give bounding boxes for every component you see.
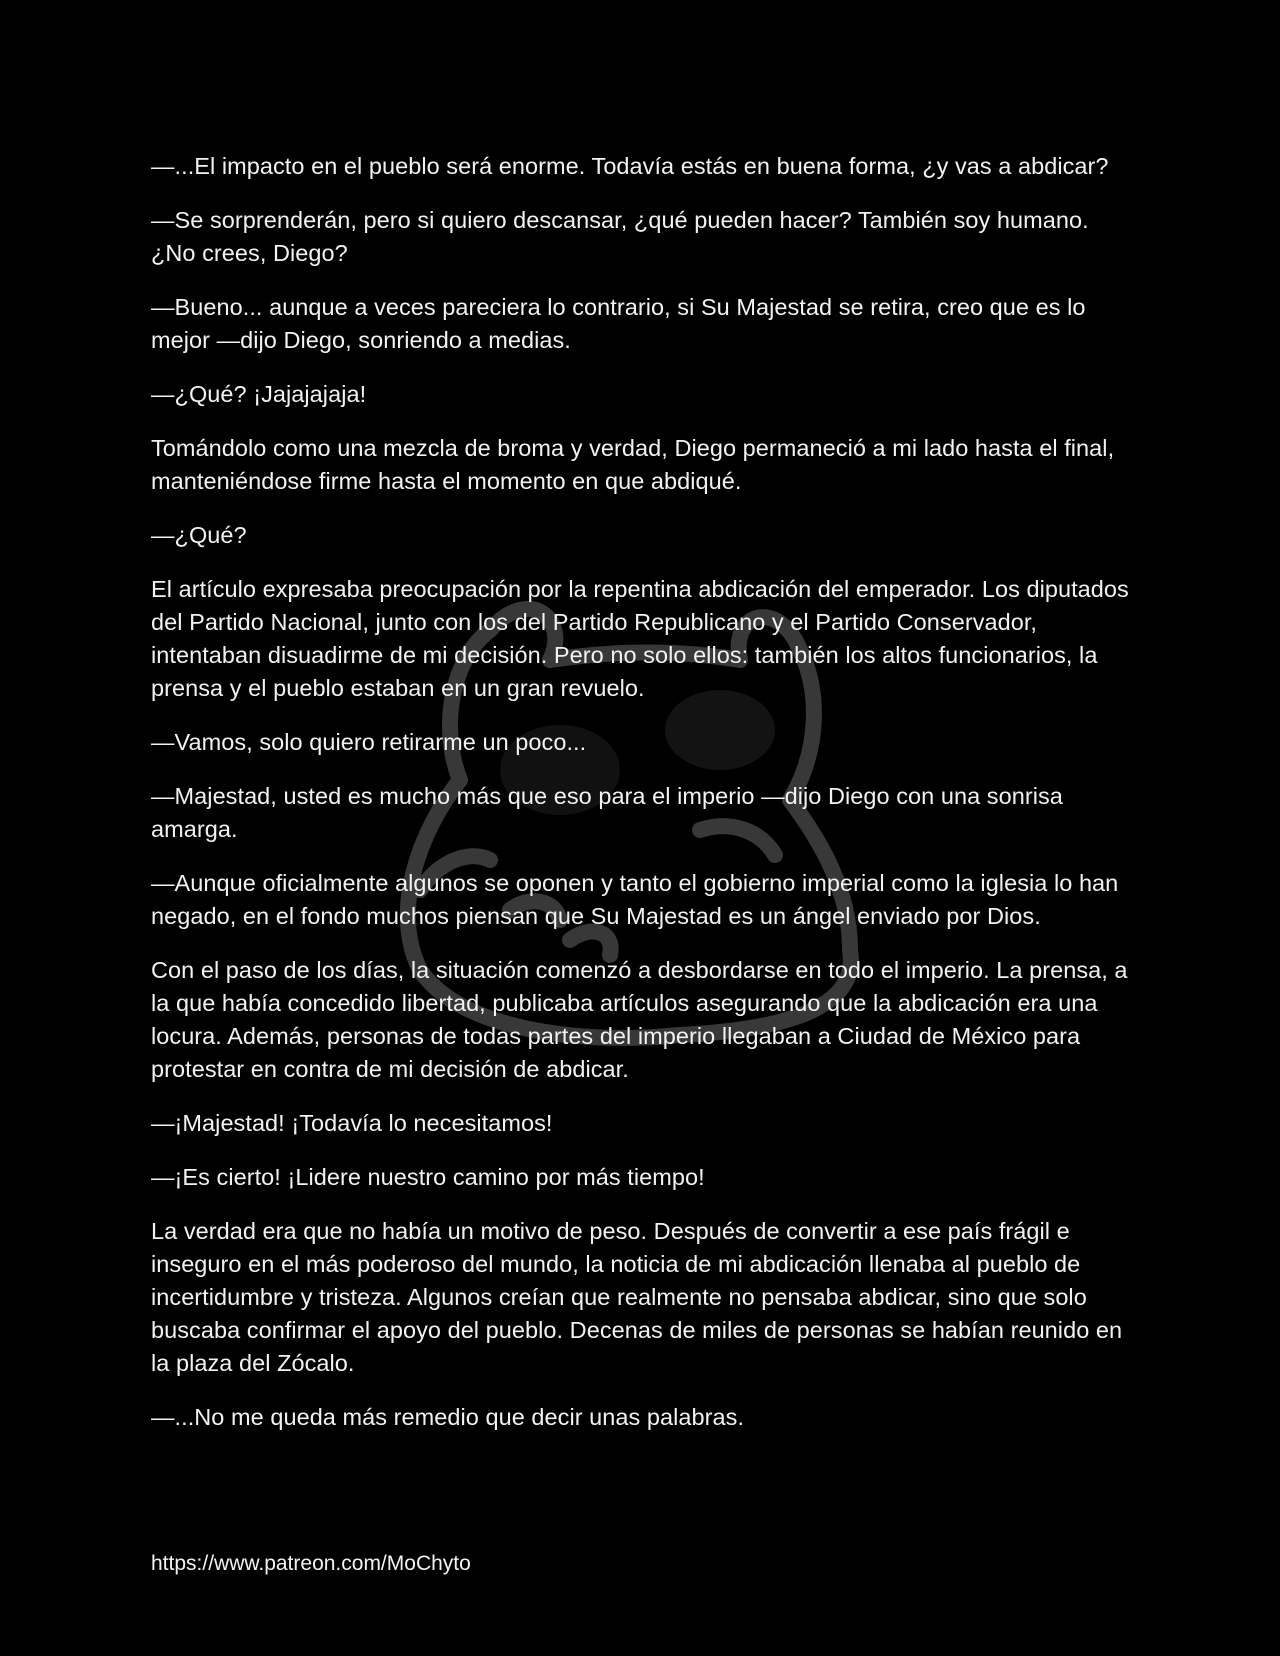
paragraph: —Bueno... aunque a veces pareciera lo contrario, si Su Majestad se retira, creo que es lo mejor —dijo Diego, sonriendo a medias. — [151, 294, 1086, 353]
paragraph: —¡Es cierto! ¡Lidere nuestro camino por más tiempo! — [151, 1164, 705, 1190]
paragraph: —Se sorprenderán, pero si quiero descansar, ¿qué pueden hacer? También soy humano. ¿No crees, Diego? — [151, 207, 1089, 266]
paragraph: —Majestad, usted es mucho más que eso para el imperio —dijo Diego con una sonrisa amarga. — [151, 783, 1063, 842]
document-body — [151, 150, 1136, 1455]
patreon-link[interactable]: https://www.patreon.com/MoChyto — [151, 1552, 471, 1575]
paragraph: —...No me queda más remedio que decir unas palabras. — [151, 1404, 745, 1430]
paragraph: Con el paso de los días, la situación comenzó a desbordarse en todo el imperio. La prensa, a la que había concedido libertad, publicaba artículos asegurando que la abdicación era una locura. Además, personas de todas partes del imperio llegaban a Ciudad de México para protestar en contra de mi decisión de abdicar. — [151, 957, 1128, 1082]
paragraph: Tomándolo como una mezcla de broma y verdad, Diego permaneció a mi lado hasta el final, manteniéndose firme hasta el momento en que abdiqué. — [151, 435, 1115, 494]
paragraph: —Aunque oficialmente algunos se oponen y tanto el gobierno imperial como la iglesia lo han negado, en el fondo muchos piensan que Su Majestad es un ángel enviado por Dios. — [151, 870, 1119, 929]
paragraph: —¿Qué? — [151, 522, 247, 548]
paragraph: —Vamos, solo quiero retirarme un poco... — [151, 729, 587, 755]
paragraph: —¡Majestad! ¡Todavía lo necesitamos! — [151, 1110, 553, 1136]
paragraph: El artículo expresaba preocupación por la repentina abdicación del emperador. Los diputados del Partido Nacional, junto con los del Partido Republicano y el Partido Conservador, intentaban disuadirme de mi decisión. Pero no solo ellos: también los altos funcionarios, la prensa y el pueblo estaban en un gran revuelo. — [151, 576, 1129, 701]
paragraph: —...El impacto en el pueblo será enorme. Todavía estás en buena forma, ¿y vas a abdicar? — [151, 153, 1109, 179]
paragraph: —¿Qué? ¡Jajajajaja! — [151, 381, 367, 407]
paragraph: La verdad era que no había un motivo de peso. Después de convertir a ese país frágil e inseguro en el más poderoso del mundo, la noticia de mi abdicación llenaba al pueblo de incertidumbre y tristeza. Algunos creían que realmente no pensaba abdicar, sino que solo buscaba confirmar el apoyo del pueblo. Decenas de miles de personas se habían reunido en la plaza del Zócalo. — [151, 1218, 1123, 1376]
